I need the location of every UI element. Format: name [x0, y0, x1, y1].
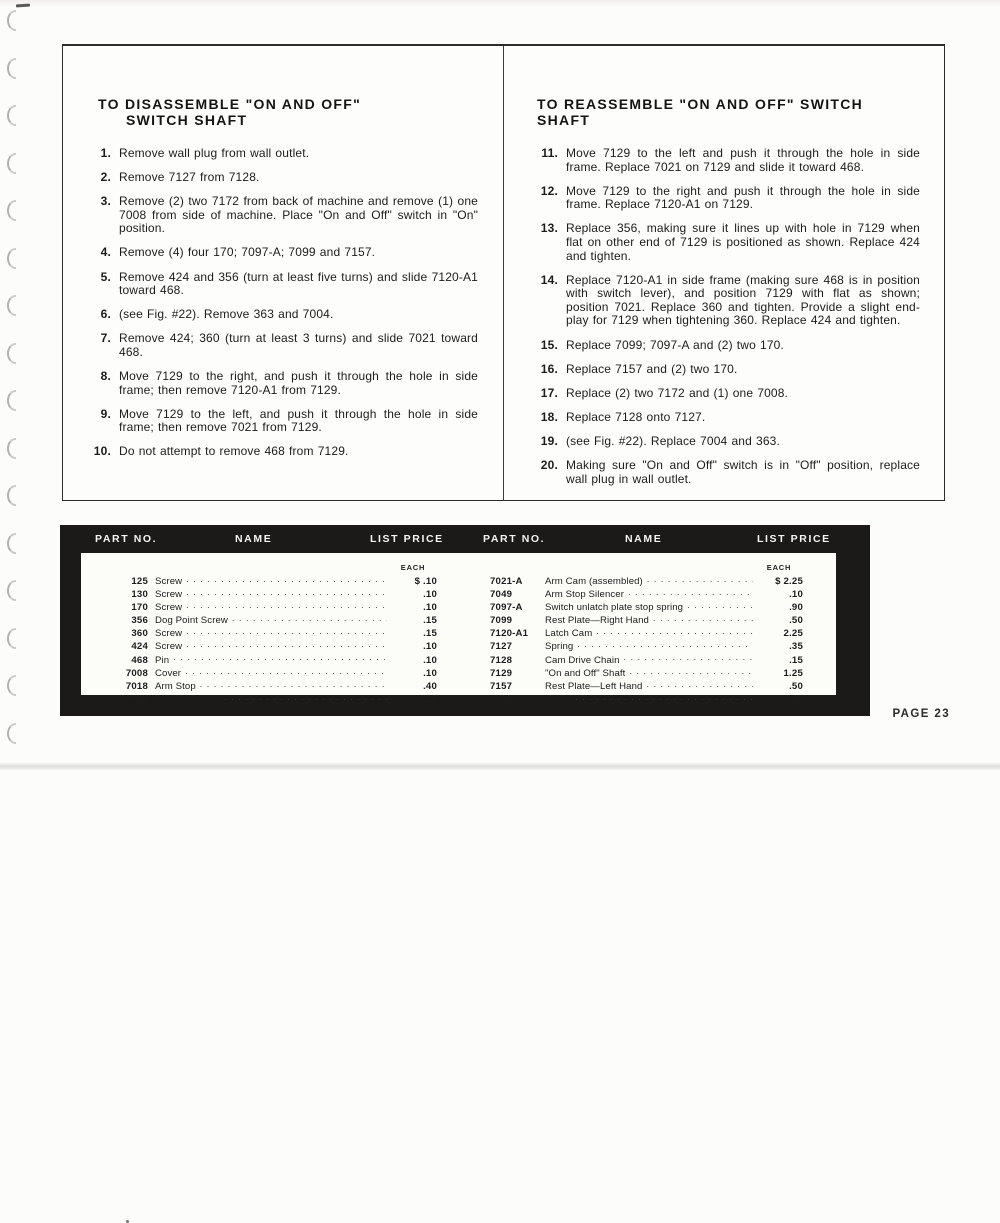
- part-number-cell: 7157: [490, 680, 513, 692]
- parts-row: [93, 679, 437, 692]
- part-name-cell: Arm Stop: [155, 680, 196, 692]
- parts-row: [93, 574, 437, 587]
- dot-leader: [622, 653, 753, 663]
- disassemble-steps: [92, 147, 478, 459]
- step-number: 3.: [100, 194, 111, 209]
- dot-leader: [184, 587, 387, 597]
- step-text: Remove 424 and 356 (turn at least five turns) and slide 7120-A1 toward 468.: [119, 269, 478, 298]
- part-number-cell: 7019: [125, 693, 148, 705]
- step-number: 11.: [541, 146, 558, 160]
- instruction-step: [537, 339, 920, 353]
- each-label-left: EACH: [400, 563, 426, 572]
- binding-ring-icon: [7, 295, 16, 316]
- page-number: PAGE 23: [892, 708, 950, 720]
- part-number-cell: 7097-A: [490, 602, 523, 614]
- binding-ring-icon: [7, 10, 16, 31]
- reassemble-column: [504, 46, 944, 500]
- part-number-cell: 356: [131, 615, 148, 627]
- parts-row: [490, 626, 803, 639]
- binding-ring-icon: [7, 105, 16, 126]
- step-number: 2.: [100, 170, 111, 185]
- step-text: Replace 7099; 7097-A and (2) two 170.: [566, 337, 784, 352]
- part-name-cell: Cover: [155, 667, 182, 679]
- step-number: 20.: [540, 458, 558, 472]
- step-text: Remove wall plug from wall outlet.: [119, 146, 310, 160]
- step-number: 15.: [540, 337, 558, 352]
- step-number: 19.: [540, 433, 558, 448]
- parts-row: [93, 587, 437, 600]
- step-text: Replace (2) two 7172 and (1) one 7008.: [566, 385, 789, 400]
- binding-ring-icon: [7, 485, 16, 506]
- instruction-step: [537, 185, 920, 212]
- step-number: 4.: [100, 245, 111, 260]
- header-name-right: NAME: [625, 533, 663, 545]
- binding-ring-icon: [7, 675, 16, 696]
- part-number-cell: 7049: [490, 589, 513, 601]
- part-price-cell: $ 2.25: [775, 576, 803, 587]
- scan-edge-bottom: [0, 762, 1000, 770]
- parts-row: [490, 679, 803, 692]
- dot-leader: [184, 600, 387, 610]
- dot-leader: [184, 639, 387, 649]
- binding-ring-icon: [7, 58, 16, 79]
- scan-edge-top: [0, 0, 1000, 7]
- part-name-cell: Latch Cam: [545, 628, 593, 640]
- instruction-step: [92, 271, 478, 298]
- step-number: 1.: [100, 146, 111, 160]
- dot-leader: [573, 692, 753, 702]
- part-number-cell: 130: [131, 589, 148, 601]
- dot-leader: [594, 626, 753, 636]
- reassemble-steps: [537, 147, 920, 486]
- table-body-panel: [81, 553, 836, 705]
- dot-leader: [644, 679, 753, 689]
- part-name-cell: Arm Back Stop: [155, 693, 221, 705]
- part-price-cell: .10: [789, 589, 803, 601]
- instruction-step: [537, 363, 920, 377]
- step-text: Making sure "On and Off" switch is in "Off" position, replace wall plug in wall outlet.: [566, 458, 920, 486]
- part-price-cell: $ .10: [414, 576, 437, 587]
- parts-row: [490, 574, 803, 587]
- part-price-cell: .10: [423, 589, 437, 601]
- part-price-cell: .50: [789, 615, 803, 627]
- parts-row: [490, 587, 803, 600]
- dot-leader: [230, 613, 387, 623]
- parts-row: [93, 692, 437, 705]
- part-price-cell: 1.25: [783, 667, 803, 679]
- step-text: Do not attempt to remove 468 from 7129.: [119, 444, 349, 459]
- part-price-cell: .15: [423, 693, 437, 705]
- part-price-cell: .15: [789, 654, 803, 666]
- part-name-cell: Dog Point Screw: [155, 615, 228, 627]
- part-name-cell: Rest Plate—Left Hand: [545, 680, 643, 692]
- part-name-cell: Screw: [155, 576, 183, 587]
- instruction-step: [92, 370, 478, 397]
- binding-ring-icon: [7, 628, 16, 649]
- part-name-cell: Cam Drive Chain: [545, 654, 620, 666]
- each-label-right: EACH: [766, 563, 792, 572]
- title-line1: TO DISASSEMBLE "ON AND OFF": [98, 96, 362, 112]
- step-number: 8.: [100, 369, 111, 384]
- parts-row: [93, 639, 437, 652]
- part-number-cell: 7129: [490, 667, 513, 679]
- part-name-cell: Pin: [155, 654, 170, 666]
- part-price-cell: .90: [789, 602, 803, 614]
- dot-leader: [651, 613, 753, 623]
- part-number-cell: 424: [131, 641, 148, 653]
- part-number-cell: 7018: [125, 680, 148, 692]
- step-text: Move 7129 to the left, and push it through the hole in side frame; then remove 7021 from 7129.: [119, 406, 478, 435]
- binding-ring-icon: [7, 390, 16, 411]
- instruction-step: [537, 459, 920, 486]
- step-text: Replace 7157 and (2) two 170.: [566, 361, 738, 376]
- part-name-cell: Switch unlatch plate stop spring: [545, 602, 684, 614]
- instruction-step: [92, 408, 478, 435]
- step-text: (see Fig. #22). Replace 7004 and 363.: [566, 433, 780, 448]
- part-price-cell: .50: [789, 680, 803, 692]
- part-price-cell: 2.25: [783, 628, 803, 640]
- title-line2: SWITCH SHAFT: [126, 112, 248, 128]
- step-text: (see Fig. #22). Remove 363 and 7004.: [119, 307, 334, 322]
- each-row: [490, 563, 803, 572]
- part-number-cell: 125: [131, 576, 148, 587]
- binding-ring-icon: [7, 723, 16, 744]
- part-price-cell: .10: [423, 667, 437, 679]
- dot-leader: [575, 639, 753, 649]
- step-text: Remove 7127 from 7128.: [119, 170, 260, 185]
- reassemble-title: TO REASSEMBLE "ON AND OFF" SWITCH SHAFT: [537, 96, 864, 128]
- part-number-cell: 468: [131, 654, 148, 666]
- step-number: 16.: [540, 361, 558, 376]
- dot-leader: [183, 666, 387, 676]
- instruction-step: [92, 332, 478, 359]
- table-right-half: [490, 563, 803, 705]
- step-number: 6.: [100, 307, 111, 322]
- header-part-no-right: PART NO.: [483, 533, 546, 545]
- dot-leader: [171, 653, 387, 663]
- step-text: Move 7129 to the right, and push it through the hole in side frame; then remove 7120-A1 from 7129.: [119, 369, 478, 397]
- part-number-cell: 7172: [490, 693, 513, 705]
- part-number-cell: 170: [131, 602, 148, 614]
- table-header-row: [60, 533, 870, 549]
- part-number-cell: 7021-A: [490, 576, 523, 587]
- instruction-step: [92, 308, 478, 322]
- spacer: [490, 563, 755, 572]
- instruction-step: [537, 222, 920, 263]
- parts-row: [93, 626, 437, 639]
- part-number-cell: 7120-A1: [490, 628, 529, 640]
- instruction-step: [537, 411, 920, 425]
- each-row: [93, 563, 437, 572]
- step-number: 13.: [540, 221, 558, 236]
- step-text: Move 7129 to the right and push it through the hole in side frame. Replace 7120-A1 on 7129.: [566, 183, 920, 212]
- step-number: 17.: [540, 385, 558, 400]
- instruction-step: [537, 274, 920, 328]
- instruction-step: [92, 195, 478, 236]
- step-number: 5.: [100, 269, 111, 284]
- instruction-step: [92, 171, 478, 185]
- parts-row: [490, 600, 803, 613]
- spacer: [93, 563, 389, 572]
- step-number: 12.: [540, 183, 558, 198]
- part-price-cell: .40: [423, 680, 437, 692]
- part-number-cell: 7008: [125, 667, 148, 679]
- step-text: Replace 7120-A1 in side frame (making sure 468 is in position with switch lever), and position 7129 with flat as shown; position 7021. Replace 360 and tighten. Provide a slight end-play for 7129 when tightening 360. Replace 424 and tighten.: [566, 272, 920, 328]
- part-name-cell: Screw: [155, 602, 183, 614]
- instruction-step: [537, 147, 920, 174]
- binding-ring-icon: [7, 153, 16, 174]
- binding-ring-icon: [7, 533, 16, 554]
- dot-leader: [627, 666, 753, 676]
- dot-leader: [222, 692, 387, 702]
- parts-row: [490, 666, 803, 679]
- dot-leader: [685, 600, 753, 610]
- parts-row: [490, 639, 803, 652]
- part-name-cell: Screw: [155, 589, 183, 601]
- step-text: Remove (2) two 7172 from back of machine and remove (1) one 7008 from side of machine. Place "On and Off" switch in "On" position.: [119, 194, 478, 236]
- step-number: 18.: [540, 409, 558, 424]
- header-list-price-left: LIST PRICE: [370, 533, 444, 545]
- part-price-cell: .10: [789, 693, 803, 705]
- dot-leader: [198, 679, 387, 689]
- step-number: 10.: [93, 444, 111, 459]
- part-price-cell: .15: [423, 628, 437, 640]
- instruction-step: [92, 246, 478, 260]
- part-name-cell: Cover: [545, 693, 572, 705]
- dot-leader: [184, 626, 387, 636]
- parts-row: [93, 653, 437, 666]
- part-name-cell: Arm Cam (assembled): [545, 576, 643, 587]
- step-number: 7.: [100, 331, 111, 346]
- dot-leader: [645, 574, 753, 584]
- step-number: 14.: [540, 272, 558, 287]
- disassemble-title: [92, 96, 478, 128]
- step-text: Remove (4) four 170; 7097-A; 7099 and 7157.: [119, 245, 376, 260]
- step-text: Replace 356, making sure it lines up with hole in 7129 when flat on other end of 7129 is positioned as shown. Replace 424 and tighten.: [566, 221, 920, 263]
- parts-row: [490, 653, 803, 666]
- part-price-cell: .35: [789, 641, 803, 653]
- part-number-cell: 7099: [490, 615, 513, 627]
- part-price-cell: .15: [423, 615, 437, 627]
- step-text: Remove 424; 360 (turn at least 3 turns) and slide 7021 toward 468.: [119, 331, 478, 359]
- instruction-box: [62, 44, 945, 501]
- part-number-cell: 7127: [490, 641, 513, 653]
- parts-row: [490, 692, 803, 705]
- part-price-cell: .10: [423, 641, 437, 653]
- part-name-cell: Rest Plate—Right Hand: [545, 615, 649, 627]
- instruction-step: [92, 147, 478, 161]
- parts-row: [93, 613, 437, 626]
- table-left-half: [93, 563, 437, 705]
- dot-leader: [184, 574, 387, 584]
- binding-ring-icon: [7, 200, 16, 221]
- part-price-cell: .10: [423, 654, 437, 666]
- header-name-left: NAME: [235, 533, 273, 545]
- binding-ring-icon: [7, 248, 16, 269]
- instruction-step: [537, 387, 920, 401]
- step-text: Move 7129 to the left and push it through the hole in side frame. Replace 7021 on 7129 and slide it toward 468.: [566, 146, 920, 174]
- part-name-cell: Arm Stop Silencer: [545, 589, 625, 601]
- binding-ring-icon: [7, 438, 16, 459]
- part-price-cell: .10: [423, 602, 437, 614]
- part-name-cell: Screw: [155, 628, 183, 640]
- header-part-no-left: PART NO.: [95, 533, 158, 545]
- parts-row: [490, 613, 803, 626]
- part-name-cell: Screw: [155, 641, 183, 653]
- disassemble-column: [63, 46, 504, 500]
- part-name-cell: Spring: [545, 641, 574, 653]
- part-name-cell: "On and Off" Shaft: [545, 667, 626, 679]
- dot-leader: [626, 587, 753, 597]
- part-number-cell: 7128: [490, 654, 513, 666]
- binding-ring-icon: [7, 580, 16, 601]
- parts-price-table: [60, 525, 870, 716]
- step-text: Replace 7128 onto 7127.: [566, 409, 706, 424]
- binding-ring-icon: [7, 343, 16, 364]
- parts-row: [93, 666, 437, 679]
- header-list-price-right: LIST PRICE: [757, 533, 831, 545]
- instruction-step: [92, 445, 478, 459]
- parts-row: [93, 600, 437, 613]
- step-number: 9.: [100, 406, 111, 421]
- instruction-step: [537, 435, 920, 449]
- part-number-cell: 360: [131, 628, 148, 640]
